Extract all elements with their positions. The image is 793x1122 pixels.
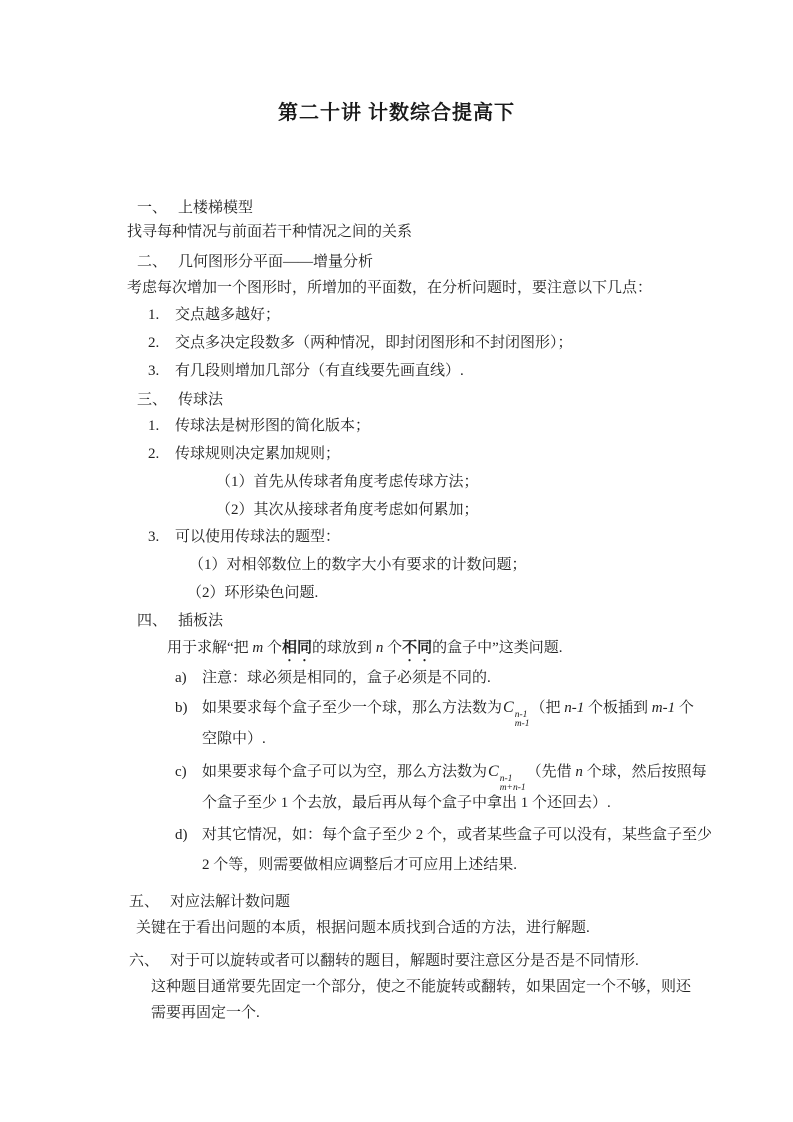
formula-superscript: n-1 [499,774,513,785]
item-text: 可以使用传球法的题型： [175,529,341,545]
item-text: 个球，然后按照每 [582,764,707,780]
section-6-body-line1: 这种题目通常要先固定一个部分，使之不能旋转或翻转，如果固定一个不够，则还 [151,979,692,995]
combination-formula [488,763,526,794]
section-3-title: 传球法 [178,392,224,408]
section-2-label: 二、 [137,254,168,270]
item-number: 3. [148,363,160,379]
section-2-title: 几何图形分平面——增量分析 [178,254,374,270]
item-text: 对其它情况，如：每个盒子至少 2 个，或者某些盒子可以没有，某些盒子至少 [202,827,713,843]
math-var-n: n [575,764,583,780]
section-1-label: 一、 [137,200,168,216]
math-var-m: m [252,640,264,656]
section-1-body: 找寻每种情况与前面若干种情况之间的关系 [127,224,413,240]
item-text: 有几段则增加几部分（有直线要先画直线）. [175,363,464,379]
item-text: 交点越多越好； [175,307,281,323]
section-5-body: 关键在于看出问题的本质，根据问题本质找到合适的方法，进行解题. [136,920,590,936]
formula-subscript: m-1 [514,719,530,730]
formula-superscript: n-1 [514,710,528,721]
formula-subscript: m+n-1 [499,783,526,794]
section-4-heading [137,611,223,631]
section-2-body: 考虑每次增加一个图形时，所增加的平面数，在分析问题时，要注意以下几点： [127,280,653,296]
lettered-item-c-continuation: 个盒子至少 1 个去放，最后再从每个盒子中拿出 1 个还回去）. [202,795,611,811]
item-text: 个板插到 [584,700,652,716]
document-title: 第二十讲 计数综合提高下 [278,102,515,124]
intro-text: 的球放到 [312,640,376,656]
sub-item: （1）首先从传球者角度考虑传球方法； [216,474,479,490]
item-text: （把 [530,700,565,716]
item-text: 个 [675,700,694,716]
section-3-heading [137,390,223,410]
combination-formula [503,699,530,730]
item-number: 2. [148,335,160,351]
item-letter: d) [175,827,188,843]
section-5-heading [129,892,290,912]
list-item [148,305,280,325]
item-text: 注意：球必须是相同的，盒子必须是不同的. [202,670,491,686]
sub-item: （1）对相邻数位上的数字大小有要求的计数问题； [189,557,527,573]
item-number: 1. [148,418,160,434]
item-text: 如果要求每个盒子可以为空，那么方法数为 [202,764,488,780]
formula-base: C [503,699,514,716]
section-5-label: 五、 [129,894,160,910]
math-expr: m-1 [651,700,676,716]
section-6-heading [129,951,639,971]
section-6-body-line2: 需要再固定一个. [151,1005,260,1021]
sub-item: （2）环形染色问题. [187,585,319,601]
item-text: 如果要求每个盒子至少一个球，那么方法数为 [202,700,503,716]
section-1-heading [137,198,253,218]
section-4-title: 插板法 [178,613,224,629]
math-expr: n-1 [564,700,585,716]
emphasized-word: 不同 [402,640,433,656]
list-item [148,333,573,353]
intro-text: 个 [263,640,283,656]
section-3-label: 三、 [137,392,168,408]
section-1-title: 上楼梯模型 [178,200,254,216]
item-text: 交点多决定段数多（两种情况，即封闭图形和不封闭图形）； [175,335,573,351]
list-item [148,361,464,381]
lettered-item-b [175,698,694,729]
section-2-heading [137,252,373,272]
formula-base: C [488,763,499,780]
list-item [148,527,340,547]
lettered-item-d [175,825,712,845]
lettered-item-c [175,762,707,793]
item-text: （先借 [526,764,576,780]
list-item [148,416,370,436]
section-4-label: 四、 [137,613,168,629]
lettered-item-b-continuation: 空隙中）. [202,731,266,747]
item-number: 2. [148,446,160,462]
section-5-title: 对应法解计数问题 [170,894,291,910]
list-item [148,444,340,464]
math-var-n: n [375,640,384,656]
item-number: 1. [148,307,160,323]
item-text: 传球法是树形图的简化版本； [175,418,371,434]
lettered-item-a [175,668,491,688]
intro-text: 个 [383,640,403,656]
section-4-intro [167,638,563,665]
intro-text: 的盒子中”这类问题. [432,640,563,656]
item-number: 3. [148,529,160,545]
intro-text: 用于求解“把 [167,640,253,656]
emphasized-word: 相同 [282,640,313,656]
item-letter: a) [175,670,187,686]
section-6-title: 对于可以旋转或者可以翻转的题目，解题时要注意区分是否是不同情形. [170,953,639,969]
item-letter: c) [175,764,187,780]
lettered-item-d-continuation: 2 个等，则需要做相应调整后才可应用上述结果. [202,857,518,873]
sub-item: （2）其次从接球者角度考虑如何累加； [216,502,479,518]
item-letter: b) [175,700,188,716]
item-text: 传球规则决定累加规则； [175,446,341,462]
section-6-label: 六、 [129,953,160,969]
